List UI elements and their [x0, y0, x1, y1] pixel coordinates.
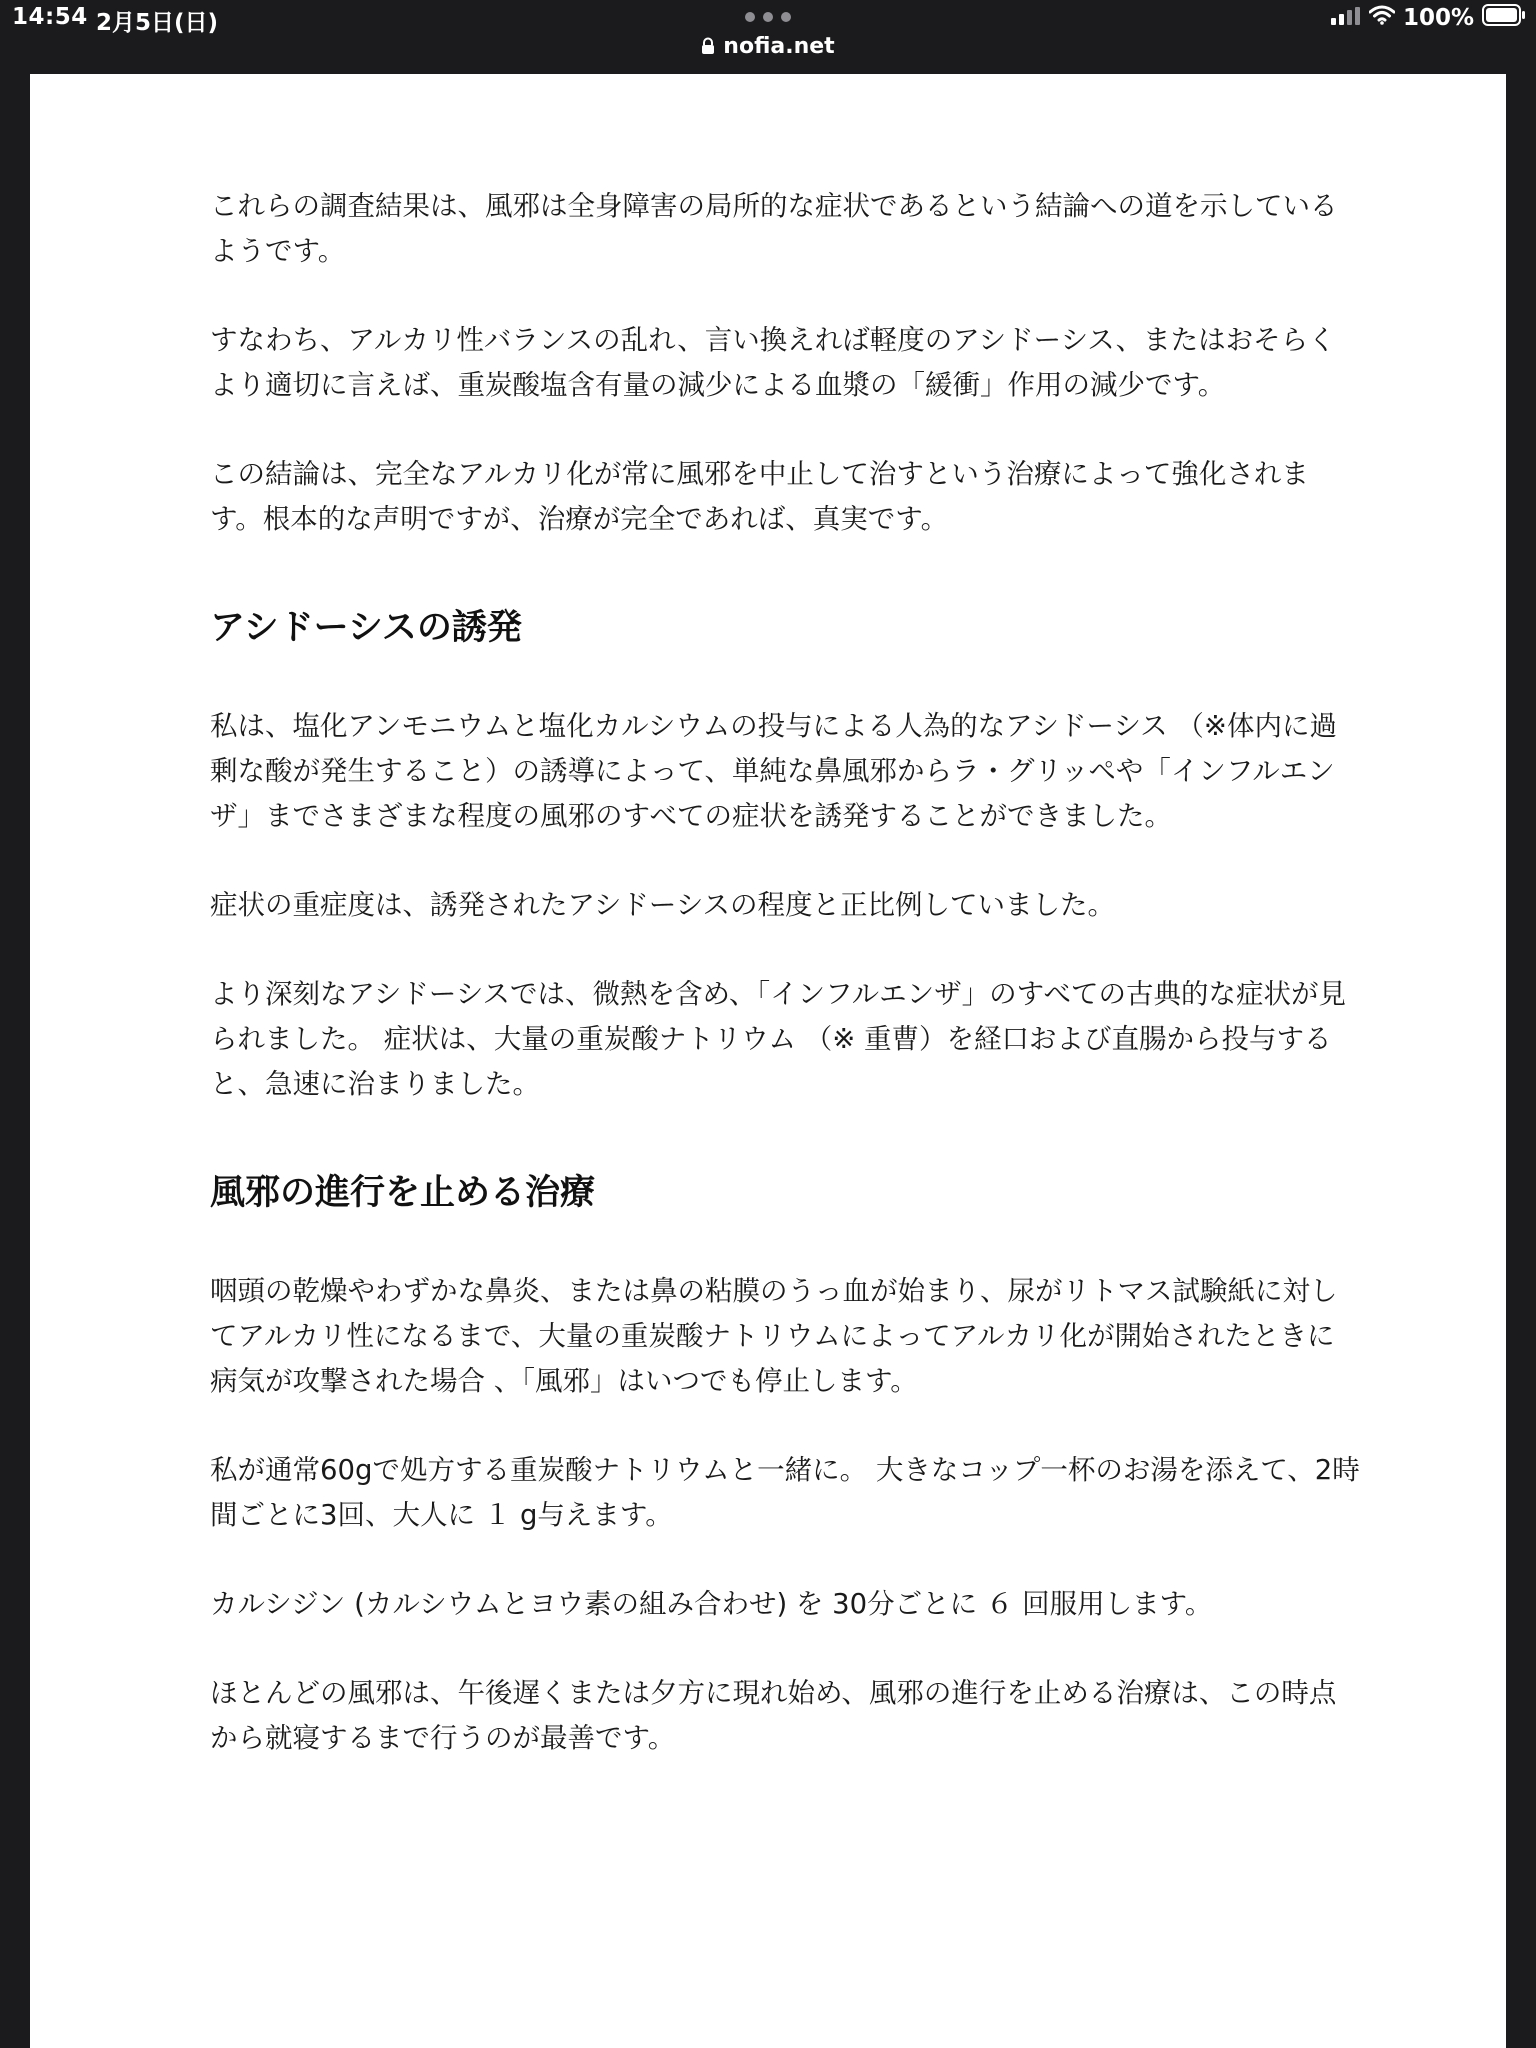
article-body	[210, 184, 1360, 1805]
paragraph: より深刻なアシドーシスでは、微熱を含め、「インフルエンザ」のすべての古典的な症状が見られました。 症状は、大量の重炭酸ナトリウム （※ 重曹）を経口および直腸から投与すると、急速に治まりました。	[210, 978, 1347, 1100]
section-heading-treatment: 風邪の進行を止める治療	[210, 1173, 596, 1213]
address-bar[interactable]	[0, 34, 1536, 61]
paragraph: これらの調査結果は、風邪は全身障害の局所的な症状であるという結論への道を示しているようです。	[210, 190, 1338, 267]
paragraph: ほとんどの風邪は、午後遅くまたは夕方に現れ始め、風邪の進行を止める治療は、この時点から就寝するまで行うのが最善です。	[210, 1677, 1337, 1754]
paragraph: カルシジン (カルシウムとヨウ素の組み合わせ) を 30分ごとに ６ 回服用します。	[210, 1588, 1213, 1620]
tab-options-dots-icon[interactable]	[745, 10, 791, 24]
cellular-signal-icon	[1331, 5, 1361, 31]
paragraph: 私が通常60gで処方する重炭酸ナトリウムと一緒に。 大きなコップ一杯のお湯を添えて、2時間ごとに3回、大人に １ g与えます。	[210, 1454, 1360, 1531]
url-text: nofia.net	[723, 34, 835, 59]
paragraph: すなわち、アルカリ性バランスの乱れ、言い換えれば軽度のアシドーシス、またはおそらくより適切に言えば、重炭酸塩含有量の減少による血漿の「緩衝」作用の減少です。	[210, 324, 1336, 401]
status-indicators	[1331, 4, 1526, 32]
paragraph: 私は、塩化アンモニウムと塩化カルシウムの投与による人為的なアシドーシス （※体内に過剰な酸が発生すること）の誘導によって、単純な鼻風邪からラ・グリッペや「インフルエンザ」までさまざまな程度の風邪のすべての症状を誘発することができました。	[210, 710, 1337, 832]
battery-icon	[1482, 4, 1526, 32]
status-date: 2月5日(日)	[96, 10, 219, 36]
lock-icon	[701, 36, 715, 61]
paragraph: 咽頭の乾燥やわずかな鼻炎、または鼻の粘膜のうっ血が始まり、尿がリトマス試験紙に対してアルカリ性になるまで、大量の重炭酸ナトリウムによってアルカリ化が開始されたときに病気が攻撃された場合 、「風邪」はいつでも停止します。	[210, 1275, 1338, 1397]
wifi-icon	[1369, 5, 1395, 31]
section-heading-acidosis: アシドーシスの誘発	[210, 608, 522, 648]
paragraph: 症状の重症度は、誘発されたアシドーシスの程度と正比例していました。	[210, 889, 1116, 921]
status-time: 14:54	[12, 4, 88, 30]
web-page[interactable]	[30, 74, 1506, 2048]
paragraph: この結論は、完全なアルカリ化が常に風邪を中止して治すという治療によって強化されます。根本的な声明ですが、治療が完全であれば、真実です。	[210, 458, 1309, 535]
battery-percent: 100%	[1402, 5, 1474, 31]
status-bar	[0, 0, 1536, 74]
